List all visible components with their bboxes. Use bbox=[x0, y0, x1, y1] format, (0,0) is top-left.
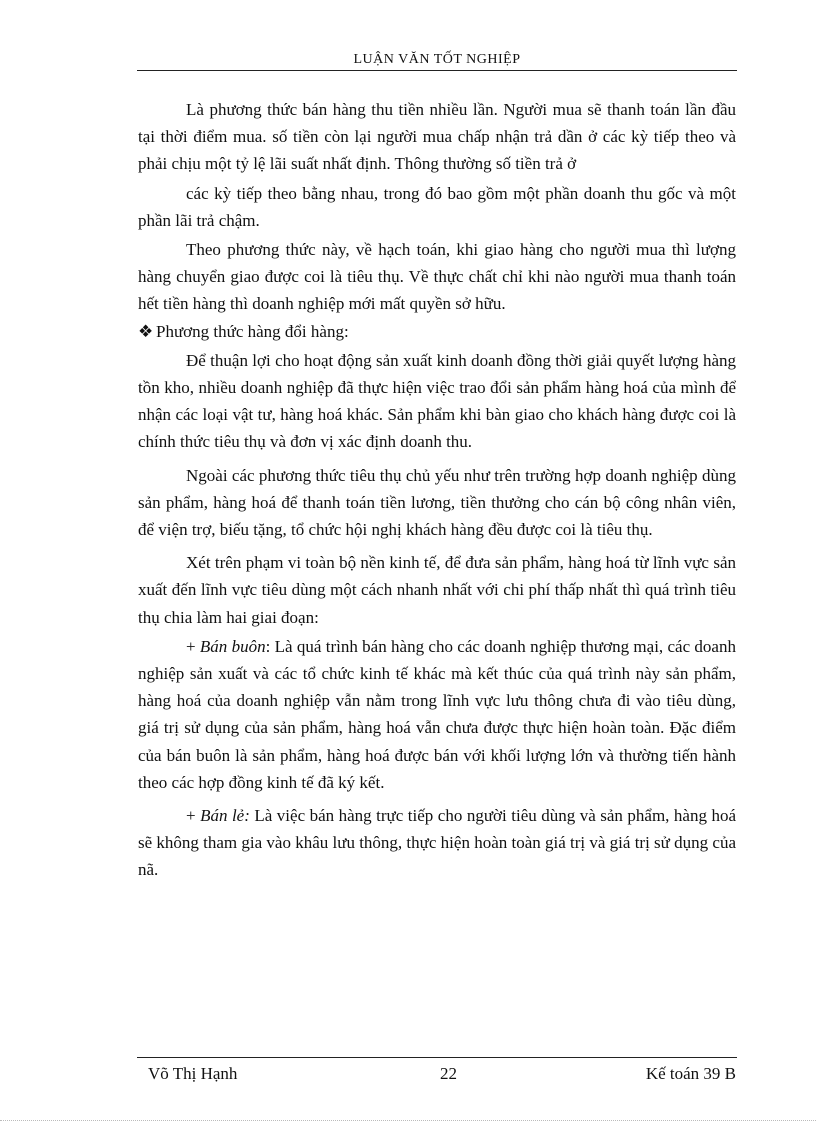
header-divider bbox=[137, 70, 737, 71]
paragraph: Theo phương thức này, về hạch toán, khi giao hàng cho người mua thì lượng hàng chuyển giao được coi là tiêu thụ. Về thực chất chỉ khi nào người mua thanh toán hết tiền hàng thì doanh nghiệp mới mất quyền sở hữu. bbox=[138, 240, 736, 314]
footer-author: Võ Thị Hạnh bbox=[148, 1064, 238, 1083]
bullet-heading: Phương thức hàng đổi hàng: bbox=[156, 321, 349, 341]
footer-department: Kế toán 39 B bbox=[645, 1064, 736, 1083]
term-ban-le: Bán lẻ: bbox=[200, 806, 250, 826]
paragraph bbox=[138, 802, 736, 884]
paragraph-text: : Là quá trình bán hàng cho các doanh nghiệp thương mại, các doanh nghiệp sản xuất và các tổ chức kinh tế khác mà kết thúc của quá trình này sản phẩm, hàng hoá của doanh nghiệp vẫn nằm trong lĩnh vực lưu thông chưa đi vào tiêu dùng, giá trị sử dụng của sản phẩm, hàng hoá vẫn chưa được thực hiện hoàn toàn. Đặc điểm của bán buôn là sản phẩm, hàng hoá được bán với khối lượng lớn và thường tiến hành theo các hợp đồng kinh tế đã ký kết. bbox=[138, 636, 736, 792]
paragraph: các kỳ tiếp theo bằng nhau, trong đó bao gồm một phần doanh thu gốc và một phần lãi trả chậm. bbox=[138, 183, 736, 230]
document-body bbox=[138, 96, 736, 884]
diamond-bullet-icon: ❖ bbox=[138, 321, 154, 341]
page-header-title: LUẬN VĂN TỐT NGHIỆP bbox=[353, 52, 521, 67]
paragraph: Xét trên phạm vi toàn bộ nền kinh tế, để đưa sản phẩm, hàng hoá từ lĩnh vực sản xuất đến lĩnh vực tiêu dùng một cách nhanh nhất với chi phí thấp nhất thì quá trình tiêu thụ chia làm hai giai đoạn: bbox=[138, 553, 736, 627]
paragraph: Là phương thức bán hàng thu tiền nhiều lần. Người mua sẽ thanh toán lần đầu tại thời điểm mua. số tiền còn lại người mua chấp nhận trả dần ở các kỳ tiếp theo và phải chịu một tỷ lệ lãi suất nhất định. Thông thường số tiền trả ở bbox=[138, 100, 736, 174]
term-ban-buon: Bán buôn bbox=[199, 636, 266, 656]
list-prefix: + bbox=[186, 636, 200, 656]
paragraph: Ngoài các phương thức tiêu thụ chủ yếu như trên trường hợp doanh nghiệp dùng sản phẩm, hàng hoá để thanh toán tiền lương, tiền thưởng cho cán bộ công nhân viên, để viện trợ, biếu tặng, tổ chức hội nghị khách hàng đều được coi là tiêu thụ. bbox=[138, 465, 736, 540]
paragraph bbox=[138, 633, 736, 796]
footer-divider bbox=[137, 1057, 737, 1058]
bullet-heading-item bbox=[138, 318, 736, 345]
page-number: 22 bbox=[440, 1064, 457, 1083]
page-bottom-edge bbox=[0, 1120, 816, 1121]
paragraph-text: Là việc bán hàng trực tiếp cho người tiêu dùng và sản phẩm, hàng hoá sẽ không tham gia vào khâu lưu thông, thực hiện hoàn toàn giá trị và giá trị sử dụng của nã. bbox=[138, 806, 736, 880]
paragraph: Để thuận lợi cho hoạt động sản xuất kinh doanh đồng thời giải quyết lượng hàng tồn kho, nhiều doanh nghiệp đã thực hiện việc trao đổi sản phẩm hàng hoá của mình để nhận các loại vật tư, hàng hoá khác. Sản phẩm khi bàn giao cho khách hàng được coi là chính thức tiêu thụ và đơn vị xác định doanh thu. bbox=[138, 350, 736, 452]
list-prefix: + bbox=[186, 806, 201, 826]
